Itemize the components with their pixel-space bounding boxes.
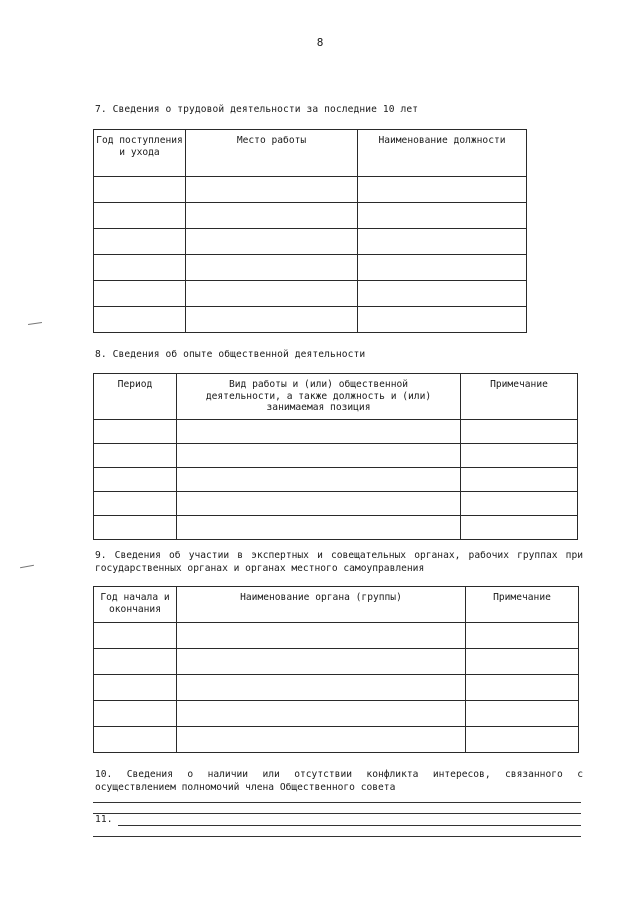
table-cell[interactable] (177, 727, 466, 753)
table-cell[interactable] (94, 255, 186, 281)
public-activity-table (93, 373, 578, 540)
page-number: 8 (316, 36, 324, 49)
table-cell[interactable] (94, 229, 186, 255)
table-row (94, 516, 578, 540)
table-cell[interactable] (177, 420, 461, 444)
table-row (94, 420, 578, 444)
table-cell[interactable] (461, 420, 578, 444)
table-cell[interactable] (466, 623, 579, 649)
column-header-years: Год начала и окончания (94, 587, 177, 623)
table-cell[interactable] (177, 649, 466, 675)
column-header-position: Наименование должности (358, 130, 527, 177)
table-cell[interactable] (466, 727, 579, 753)
table-cell[interactable] (466, 675, 579, 701)
table-cell[interactable] (94, 468, 177, 492)
table-cell[interactable] (186, 229, 358, 255)
table-cell[interactable] (94, 727, 177, 753)
table-cell[interactable] (94, 492, 177, 516)
answer-line[interactable] (93, 836, 581, 837)
table-cell[interactable] (358, 177, 527, 203)
table-row (94, 255, 527, 281)
table-row (94, 649, 579, 675)
table-row (94, 623, 579, 649)
table-cell[interactable] (177, 623, 466, 649)
table-cell[interactable] (186, 203, 358, 229)
table-cell[interactable] (186, 255, 358, 281)
column-header-period: Период (94, 374, 177, 420)
table-row (94, 307, 527, 333)
column-header-activity: Вид работы и (или) общественной деятельности, а также должность и (или) занимаемая позиция (177, 374, 461, 420)
table-cell[interactable] (94, 516, 177, 540)
table-cell[interactable] (177, 701, 466, 727)
table-header-row (94, 587, 579, 623)
table-cell[interactable] (461, 468, 578, 492)
table-row (94, 492, 578, 516)
table-cell[interactable] (466, 649, 579, 675)
table-row (94, 727, 579, 753)
table-header-row (94, 374, 578, 420)
table-cell[interactable] (94, 203, 186, 229)
table-cell[interactable] (461, 492, 578, 516)
table-cell[interactable] (358, 281, 527, 307)
table-cell[interactable] (177, 516, 461, 540)
table-row (94, 444, 578, 468)
table-cell[interactable] (358, 229, 527, 255)
table-header-row (94, 130, 527, 177)
table-cell[interactable] (461, 516, 578, 540)
answer-line[interactable] (93, 813, 581, 814)
table-cell[interactable] (94, 623, 177, 649)
table-cell[interactable] (94, 307, 186, 333)
section-8-title: 8. Сведения об опыте общественной деятельности (95, 349, 366, 360)
section-10-text: 10. Сведения о наличии или отсутствии конфликта интересов, связанного с осуществлением полномочий члена Общественного совета (95, 769, 583, 793)
section-11-label: 11. (95, 814, 113, 825)
table-cell[interactable] (94, 675, 177, 701)
table-cell[interactable] (358, 307, 527, 333)
section-7-title: 7. Сведения о трудовой деятельности за последние 10 лет (95, 104, 419, 115)
table-cell[interactable] (186, 177, 358, 203)
column-header-workplace: Место работы (186, 130, 358, 177)
table-cell[interactable] (461, 444, 578, 468)
table-cell[interactable] (177, 492, 461, 516)
table-row (94, 203, 527, 229)
table-row (94, 701, 579, 727)
column-header-years: Год поступления и ухода (94, 130, 186, 177)
answer-line[interactable] (93, 802, 581, 803)
table-row (94, 675, 579, 701)
expert-bodies-table (93, 586, 579, 753)
table-cell[interactable] (94, 177, 186, 203)
table-cell[interactable] (94, 281, 186, 307)
table-row (94, 177, 527, 203)
column-header-note: Примечание (461, 374, 578, 420)
table-row (94, 281, 527, 307)
answer-line[interactable] (118, 825, 581, 826)
table-cell[interactable] (177, 444, 461, 468)
table-cell[interactable] (186, 281, 358, 307)
table-cell[interactable] (358, 255, 527, 281)
section-9-title: 9. Сведения об участии в экспертных и совещательных органах, рабочих группах при государственных органах и органах местного самоуправления (95, 550, 583, 574)
scan-mark (28, 322, 42, 325)
table-cell[interactable] (177, 468, 461, 492)
table-cell[interactable] (466, 701, 579, 727)
scan-mark (20, 565, 34, 568)
table-cell[interactable] (94, 444, 177, 468)
table-row (94, 229, 527, 255)
employment-table (93, 129, 527, 333)
column-header-note: Примечание (466, 587, 579, 623)
table-cell[interactable] (94, 420, 177, 444)
table-cell[interactable] (177, 675, 466, 701)
table-cell[interactable] (94, 701, 177, 727)
table-cell[interactable] (94, 649, 177, 675)
table-cell[interactable] (358, 203, 527, 229)
column-header-body-name: Наименование органа (группы) (177, 587, 466, 623)
table-cell[interactable] (186, 307, 358, 333)
table-row (94, 468, 578, 492)
